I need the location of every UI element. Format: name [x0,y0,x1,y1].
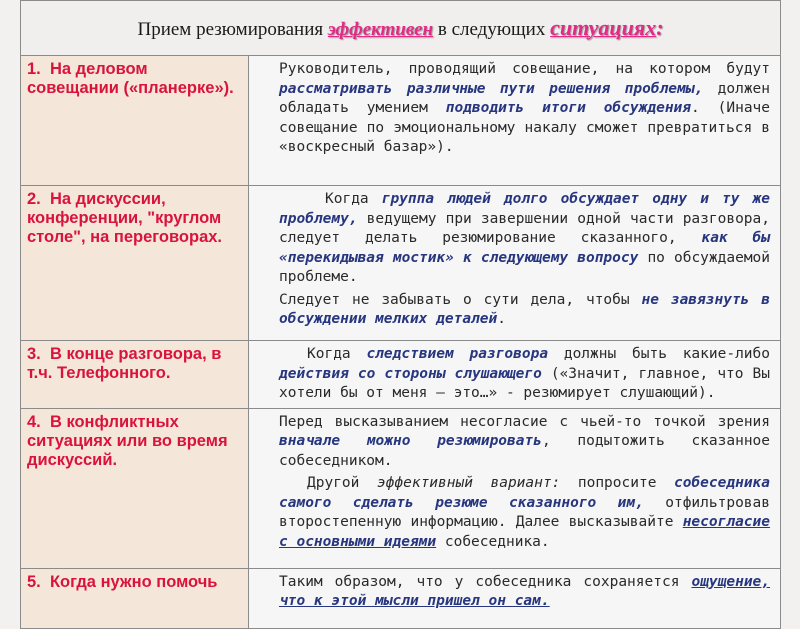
situation-cell [21,408,249,568]
situations-table [20,0,781,629]
text: попросите [560,475,674,491]
situation-number: 2. [27,190,41,208]
table-header-row [21,1,781,56]
situation-label: Когда нужно помочь [49,572,218,591]
text: Когда [307,346,367,362]
highlight: не завязнуть в обсуждении мелких деталей [279,291,771,327]
situation-label: В конце разговора, в т.ч. Телефонного. [27,345,222,382]
text: , подытожить сказанное собеседником. [279,433,771,469]
situation-cell [21,56,249,186]
description-paragraph [279,573,770,612]
table-title [21,1,781,56]
highlight: собеседника самого сделать резюме сказанного им, [279,475,771,511]
situation-cell [21,341,249,409]
title-emphasis-situations: ситуациях [550,15,657,40]
highlight: как бы «перекидывая мостик» к следующему вопросу [279,230,771,266]
situation-cell [21,568,249,628]
text: по обсуждаемой проблеме. [279,249,771,285]
situation-number: 4. [27,412,41,431]
highlight: ощущение, что к этой мысли пришел он сам. [279,573,771,609]
text: Другой [307,475,377,491]
text: Когда [325,191,382,207]
title-emphasis-effective: эффективен [327,19,434,40]
situation-number: 5. [27,572,41,591]
text: . (Иначе совещание по эмоциональному накалу сможет превратиться в «воскресный базар»). [279,100,771,155]
text: должен обладать умением [279,80,771,116]
description-paragraph [279,474,770,552]
description-cell [249,56,781,186]
text: должны быть какие-либо [548,346,770,362]
text: отфильтровав второстепенную информацию. Далее высказывайте [279,494,770,530]
situation-number: 1. [27,60,41,78]
text: собеседника. [436,533,550,550]
highlight: следствием разговора [366,346,549,362]
highlight: группа людей долго обсуждает одну и ту же проблему, [279,191,771,227]
description-cell [249,341,781,409]
highlight: действия со стороны слушающего [279,365,542,382]
table-row [21,56,781,186]
description-cell [249,408,781,568]
text: Перед высказыванием несогласие с чьей-то точкой зрения [279,413,771,430]
situation-number: 3. [27,345,41,363]
text: Таким образом, что у собеседника сохраняется [279,573,692,590]
highlight: подводить итоги обсуждения [445,100,692,116]
table-row [21,341,781,409]
description-paragraph [279,291,770,330]
italic-text: эффективный вариант: [376,475,561,491]
situation-label: В конфликтных ситуациях или во время дискуссий. [27,412,228,469]
table-row [21,568,781,628]
description-paragraph [279,413,770,472]
table-row [21,408,781,568]
text: Руководитель, проводящий совещание, на котором будут [279,61,771,77]
title-text-2: в следующих [433,19,551,40]
title-text: Прием резюмирования [137,19,328,40]
table-row [21,186,781,341]
title-colon: : [656,15,664,40]
description-paragraph [279,60,770,158]
situation-cell [21,186,249,341]
slide [20,0,780,609]
highlight: несогласие с основными идеями [279,514,771,550]
description-paragraph [279,345,770,404]
situation-label: На дискуссии, конференции, "круглом столе", на переговорах. [27,190,223,246]
situation-label: На деловом совещании («планерке»). [27,60,234,97]
description-cell [249,186,781,341]
text: («Значит, главное, что Вы хотели бы от меня – это…» - резюмирует слушающий). [279,365,770,401]
description-paragraph [279,190,770,288]
text: . [497,311,506,327]
text: ведущему при завершении одной части разговора, следует делать резюмирование сказанного, [279,210,771,246]
highlight: вначале можно резюмировать [279,433,542,449]
description-cell [249,568,781,628]
text: Следует не забывать о сути дела, чтобы [279,291,642,308]
highlight: рассматривать различные пути решения проблемы, [279,80,704,97]
